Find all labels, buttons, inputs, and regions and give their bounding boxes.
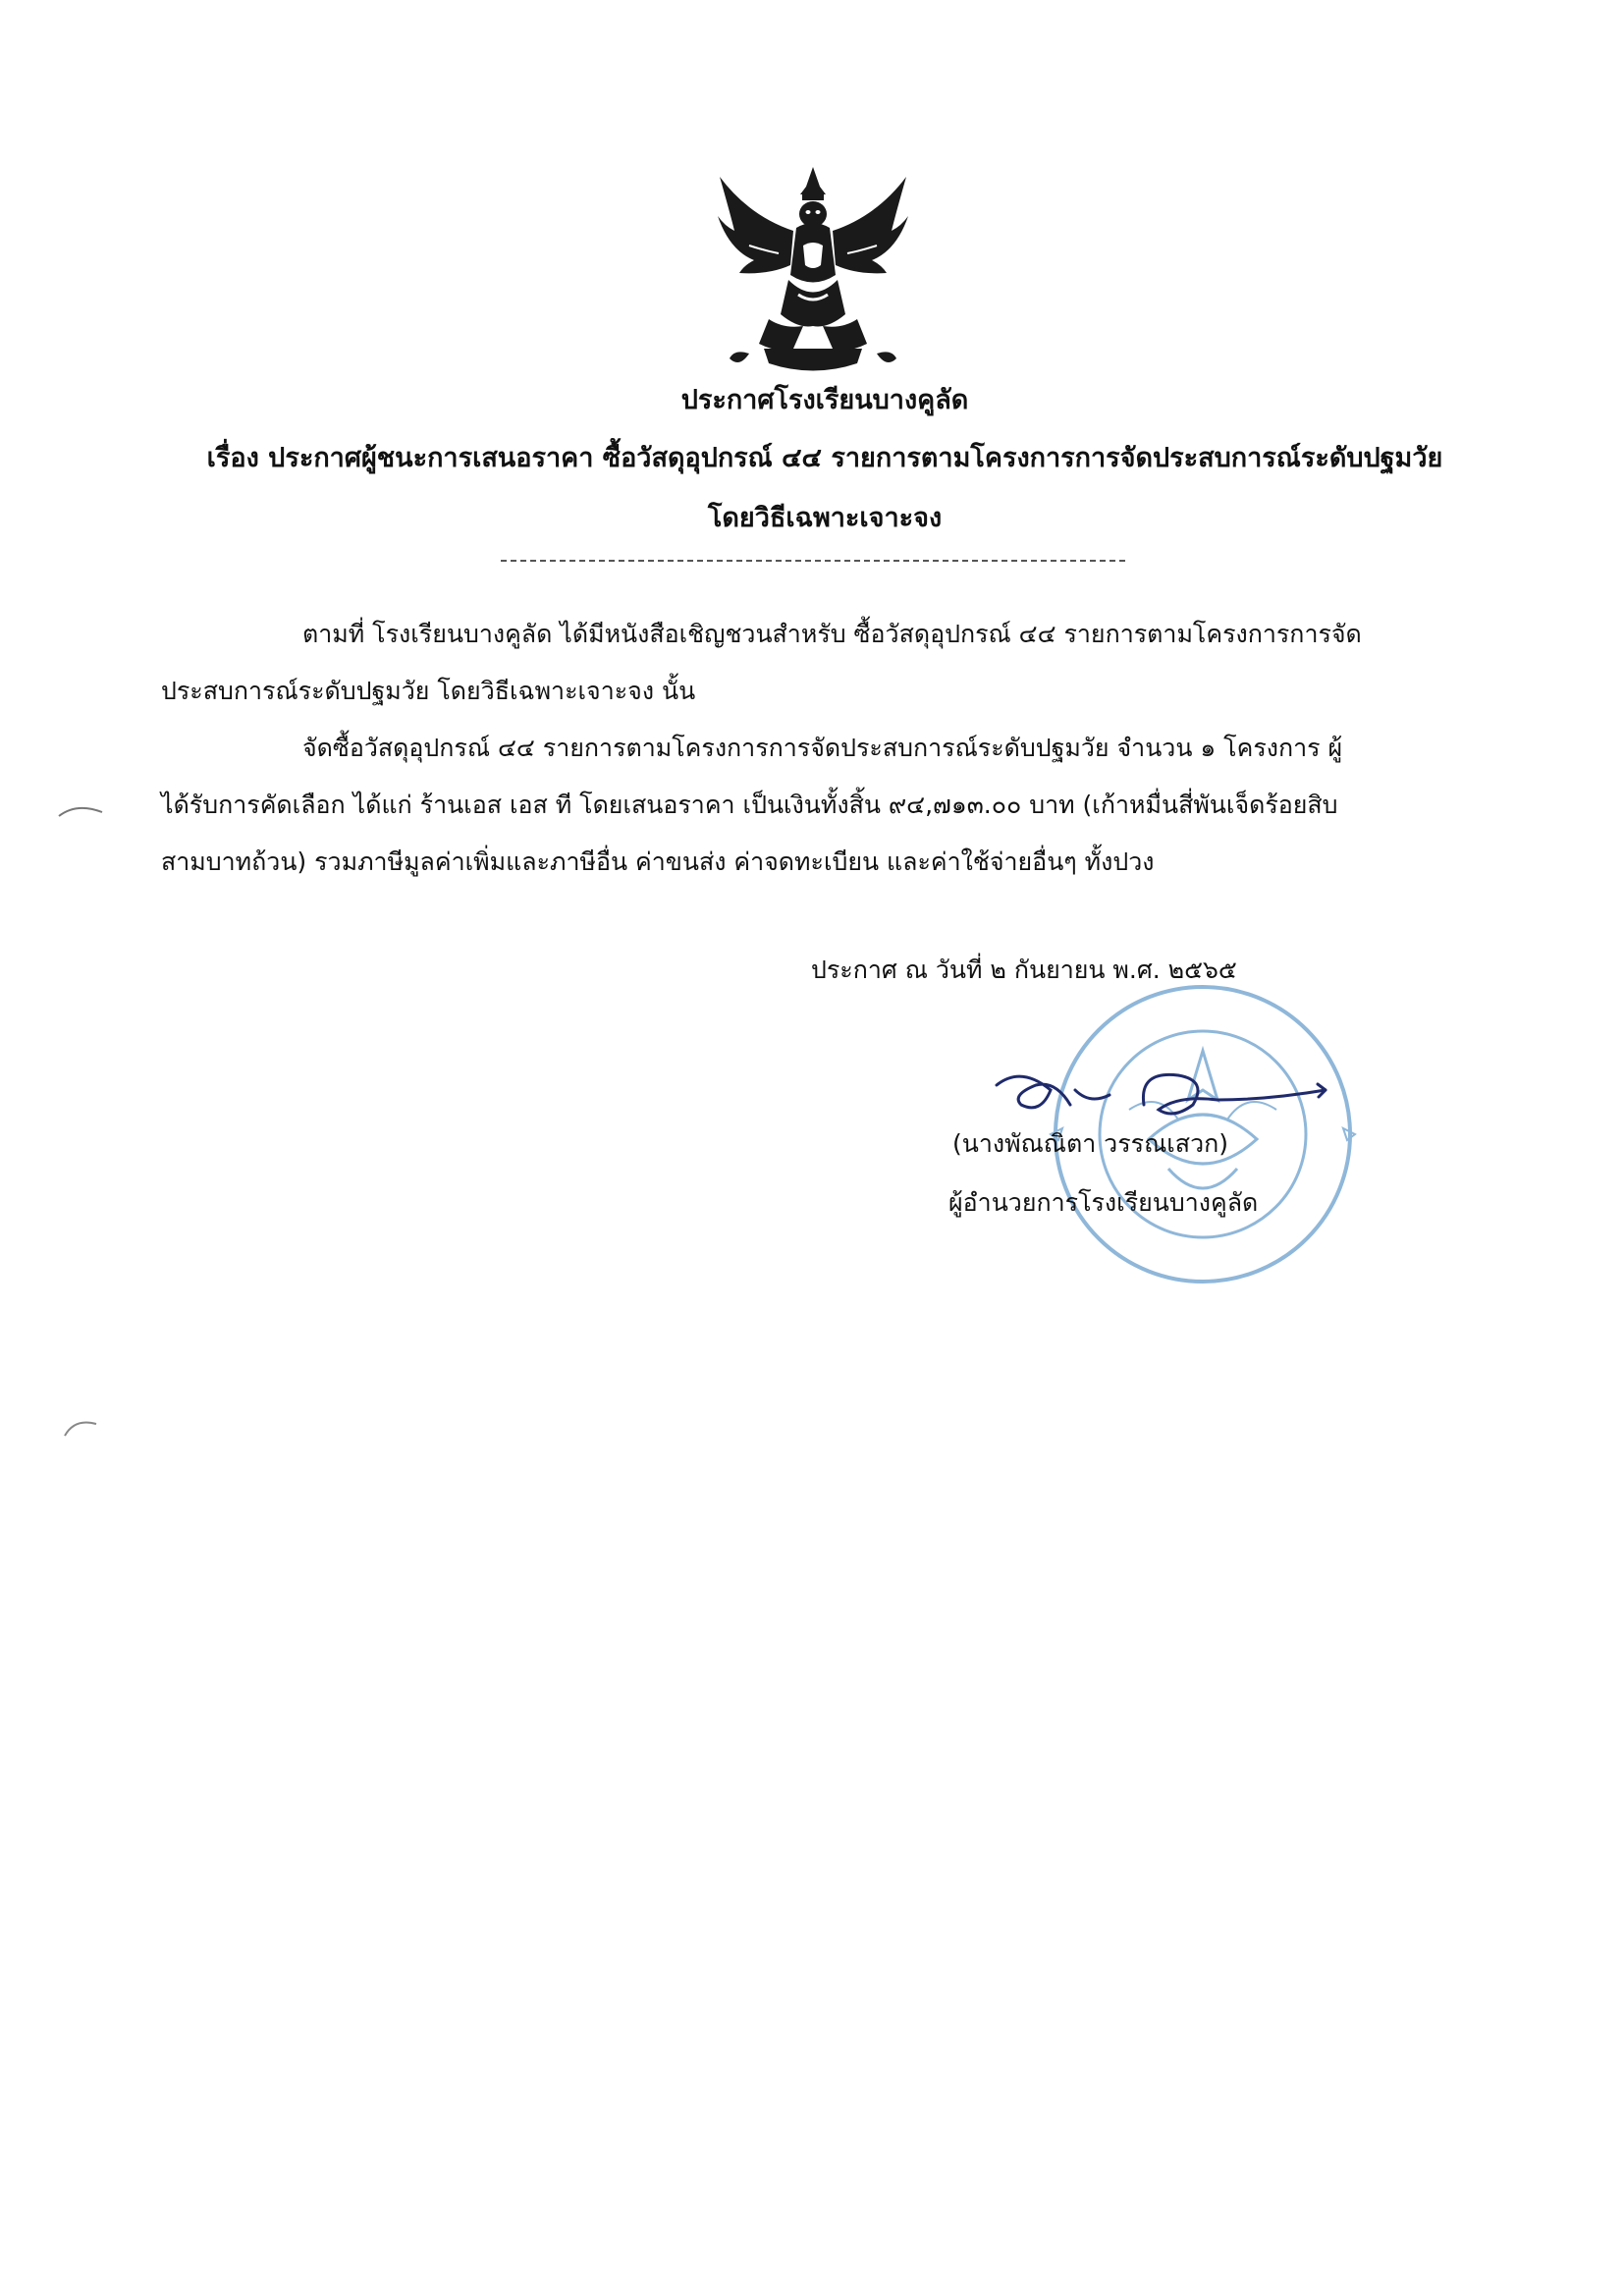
document-subject-line-1: เรื่อง ประกาศผู้ชนะการเสนอราคา ซื้อวัสดุอุปกรณ์ ๔๔ รายการตามโครงการการจัดประสบการณ์ระดับปฐมวัย: [206, 443, 1443, 473]
document-subject-line-2: โดยวิธีเฉพาะเจาะจง: [707, 503, 943, 533]
paragraph-1-line-1: ตามที่ โรงเรียนบางคูลัด ได้มีหนังสือเชิญชวนสำหรับ ซื้อวัสดุอุปกรณ์ ๔๔ รายการตามโครงการการจัด: [302, 620, 1362, 648]
paragraph-2-line-2: ได้รับการคัดเลือก ได้แก่ ร้านเอส เอส ที โดยเสนอราคา เป็นเงินทั้งสิ้น ๙๔,๗๑๓.๐๐ บาท (เก้าหมื่นสี่พันเจ็ดร้อยสิบ: [161, 791, 1338, 819]
paragraph-2-line-3: สามบาทถ้วน) รวมภาษีมูลค่าเพิ่มและภาษีอื่น ค่าขนส่ง ค่าจดทะเบียน และค่าใช้จ่ายอื่นๆ ทั้งปวง: [161, 847, 1155, 876]
scan-mark: [61, 1414, 100, 1439]
garuda-emblem-icon: [710, 157, 916, 383]
divider: [501, 560, 1125, 562]
signer-position: ผู้อำนวยการโรงเรียนบางคูลัด: [948, 1188, 1259, 1217]
signer-name: (นางพัณณิตา วรรณเสวก): [952, 1129, 1228, 1158]
document-title: ประกาศโรงเรียนบางคูลัด: [680, 385, 969, 415]
scan-mark: [57, 800, 106, 820]
paragraph-2-line-1: จัดซื้อวัสดุอุปกรณ์ ๔๔ รายการตามโครงการการจัดประสบการณ์ระดับปฐมวัย จำนวน ๑ โครงการ ผู้: [302, 734, 1343, 762]
paragraph-1-line-2: ประสบการณ์ระดับปฐมวัย โดยวิธีเฉพาะเจาะจง นั้น: [161, 677, 696, 705]
announcement-date: ประกาศ ณ วันที่ ๒ กันยายน พ.ศ. ๒๕๖๕: [811, 956, 1237, 984]
